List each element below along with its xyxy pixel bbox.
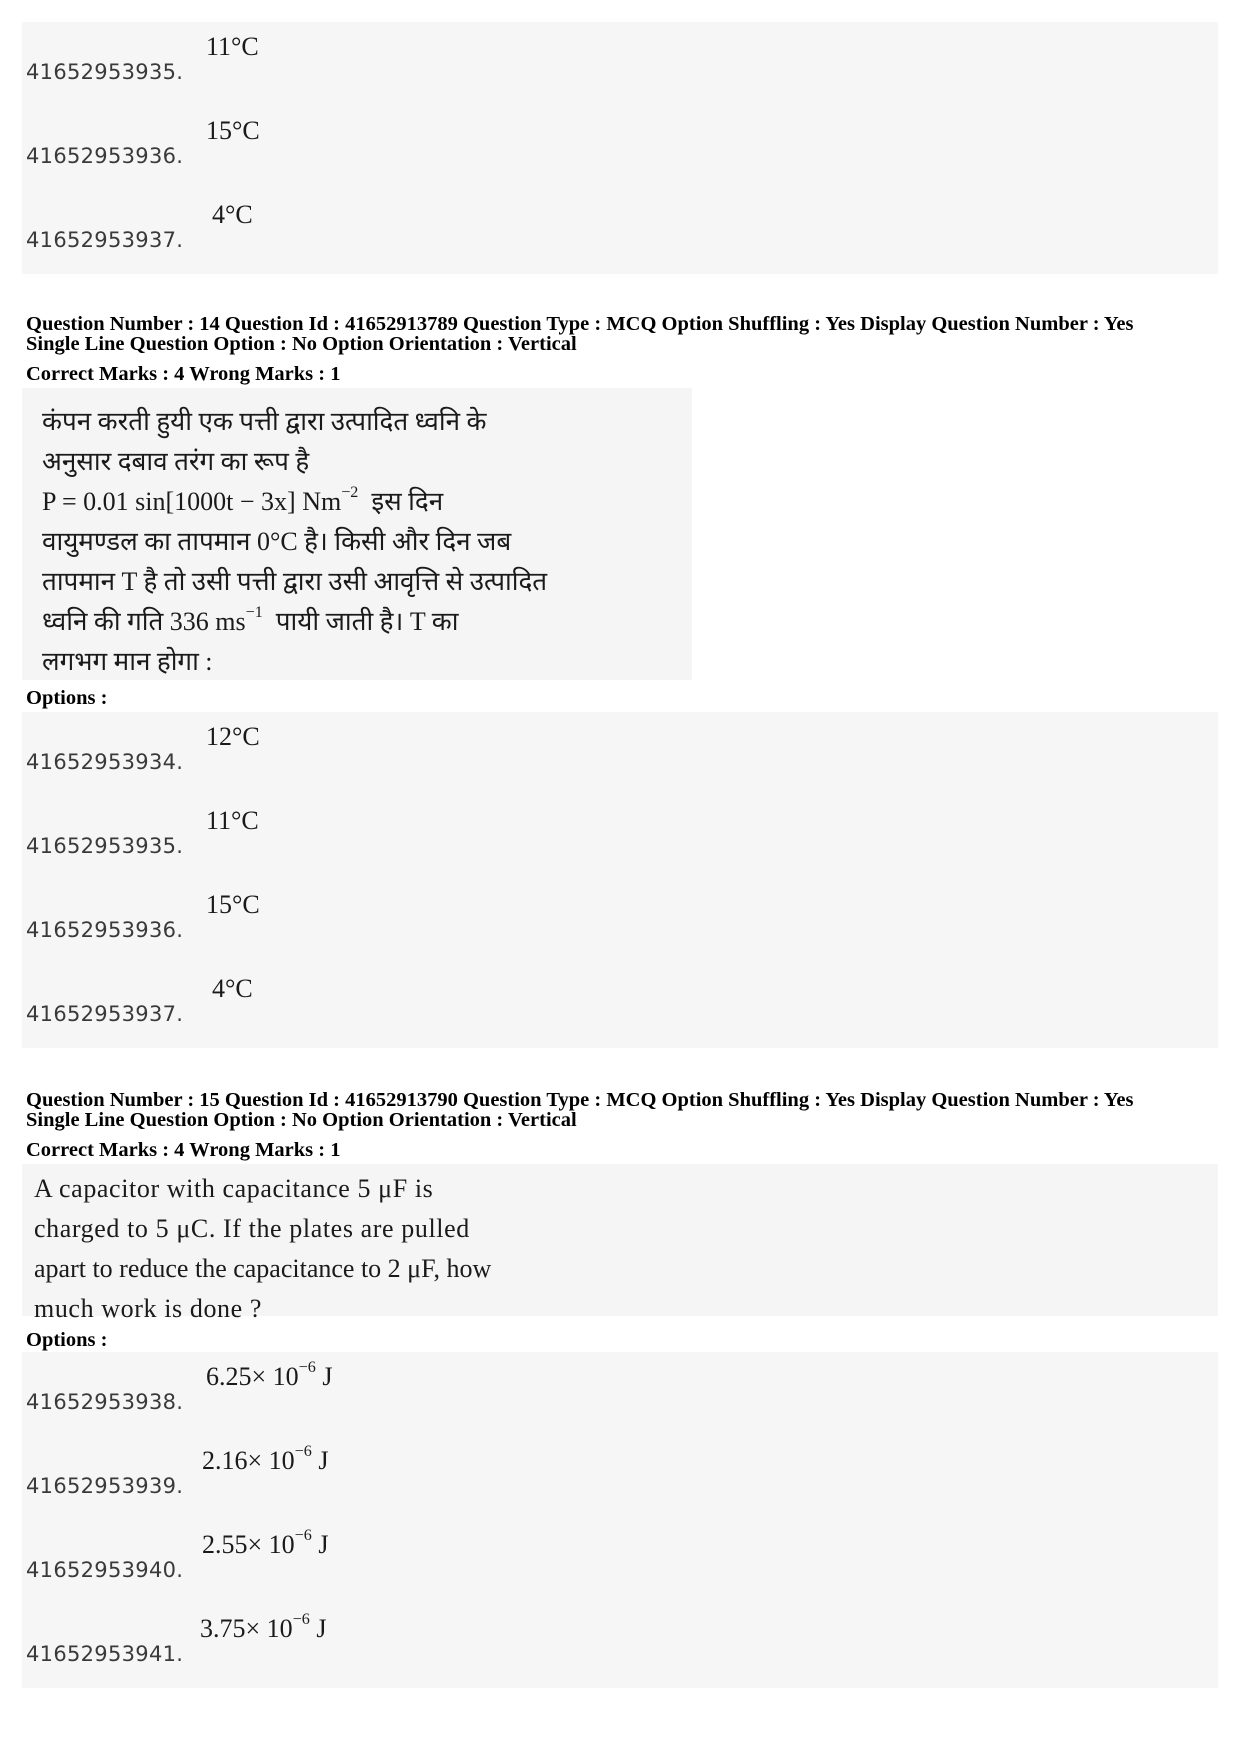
mantissa: 2.16 (202, 1446, 248, 1475)
times-base: × 10 (245, 1614, 293, 1643)
option-value: 4°C (212, 200, 253, 229)
q14-meta-line1: Question Number : 14 Question Id : 41652913789 Question Type : MCQ Option Shuffling : Yes Display Question Number : Yes (26, 313, 1134, 335)
q15-options-label: Options : (26, 1329, 108, 1351)
question-line: तापमान T है तो उसी पत्ती द्वारा उसी आवृत्ति से उत्पादित (42, 567, 548, 596)
option-row[interactable] (22, 964, 1218, 1048)
option-row[interactable] (22, 106, 1218, 190)
times-base: × 10 (247, 1446, 295, 1475)
option-value (206, 1359, 333, 1392)
times-base: × 10 (247, 1530, 295, 1559)
question-line: कंपन करती हुयी एक पत्ती द्वारा उत्पादित ध्वनि के (42, 407, 487, 436)
option-value: 4°C (212, 974, 253, 1003)
question-line: much work is done ? (34, 1294, 263, 1323)
option-value (202, 1527, 329, 1560)
q14-question-text (22, 388, 692, 680)
q15-options-block (22, 1352, 1218, 1688)
q15-meta-line1: Question Number : 15 Question Id : 41652913790 Question Type : MCQ Option Shuffling : Yes Display Question Number : Yes (26, 1089, 1134, 1111)
option-id: 41652953938. (26, 1390, 184, 1414)
unit: J (318, 1446, 329, 1475)
option-value: 11°C (206, 806, 259, 835)
mantissa: 6.25 (206, 1362, 252, 1391)
option-value (200, 1611, 327, 1644)
option-row[interactable] (22, 1436, 1218, 1520)
question-line: A capacitor with capacitance 5 μF is (34, 1174, 434, 1203)
q14-marks: Correct Marks : 4 Wrong Marks : 1 (26, 363, 341, 385)
unit: J (318, 1530, 329, 1559)
option-id: 41652953935. (26, 60, 184, 84)
option-value: 15°C (206, 116, 260, 145)
option-row[interactable] (22, 22, 1218, 106)
mantissa: 3.75 (200, 1614, 246, 1643)
exponent: −6 (294, 1527, 312, 1545)
question-line: charged to 5 μC. If the plates are pulled (34, 1214, 470, 1243)
question-line: अनुसार दबाव तरंग का रूप है (42, 447, 310, 476)
option-id: 41652953941. (26, 1642, 184, 1666)
q15-meta-line2: Single Line Question Option : No Option Orientation : Vertical (26, 1109, 577, 1131)
exponent: −6 (298, 1359, 316, 1377)
times-base: × 10 (251, 1362, 299, 1391)
option-id: 41652953936. (26, 918, 184, 942)
top-options-block (22, 22, 1218, 274)
option-value: 12°C (206, 722, 260, 751)
option-value (202, 1443, 329, 1476)
option-row[interactable] (22, 796, 1218, 880)
option-value: 15°C (206, 890, 260, 919)
option-value: 11°C (206, 32, 259, 61)
unit: J (316, 1614, 327, 1643)
option-row[interactable] (22, 1520, 1218, 1604)
formula-text: P = 0.01 sin[1000t − 3x] Nm (42, 487, 342, 516)
option-id: 41652953937. (26, 1002, 184, 1026)
option-id: 41652953939. (26, 1474, 184, 1498)
q15-marks: Correct Marks : 4 Wrong Marks : 1 (26, 1139, 341, 1161)
exponent: −6 (292, 1611, 310, 1629)
q14-options-block (22, 712, 1218, 1048)
question-line (42, 602, 458, 638)
option-row[interactable] (22, 880, 1218, 964)
option-row[interactable] (22, 1352, 1218, 1436)
option-id: 41652953936. (26, 144, 184, 168)
option-row[interactable] (22, 1604, 1218, 1688)
option-id: 41652953934. (26, 750, 184, 774)
q15-question-text (22, 1164, 1218, 1323)
question-line (42, 482, 443, 518)
formula-exponent: −2 (341, 484, 359, 502)
question-line: वायुमण्डल का तापमान 0°C है। किसी और दिन जब (42, 527, 512, 556)
speed-exponent: −1 (245, 604, 263, 622)
option-id: 41652953940. (26, 1558, 184, 1582)
q14-meta-line2: Single Line Question Option : No Option Orientation : Vertical (26, 333, 577, 355)
question-line: apart to reduce the capacitance to 2 μF, how (34, 1254, 492, 1283)
mantissa: 2.55 (202, 1530, 248, 1559)
option-id: 41652953935. (26, 834, 184, 858)
speed-tail: पायी जाती है। T का (275, 607, 459, 636)
option-id: 41652953937. (26, 228, 184, 252)
question-line: लगभग मान होगा : (42, 647, 213, 676)
unit: J (322, 1362, 333, 1391)
speed-text: ध्वनि की गति 336 ms (42, 607, 246, 636)
option-row[interactable] (22, 190, 1218, 274)
q14-options-label: Options : (26, 687, 108, 709)
option-row[interactable] (22, 712, 1218, 796)
exponent: −6 (294, 1443, 312, 1461)
formula-tail: इस दिन (371, 487, 444, 516)
